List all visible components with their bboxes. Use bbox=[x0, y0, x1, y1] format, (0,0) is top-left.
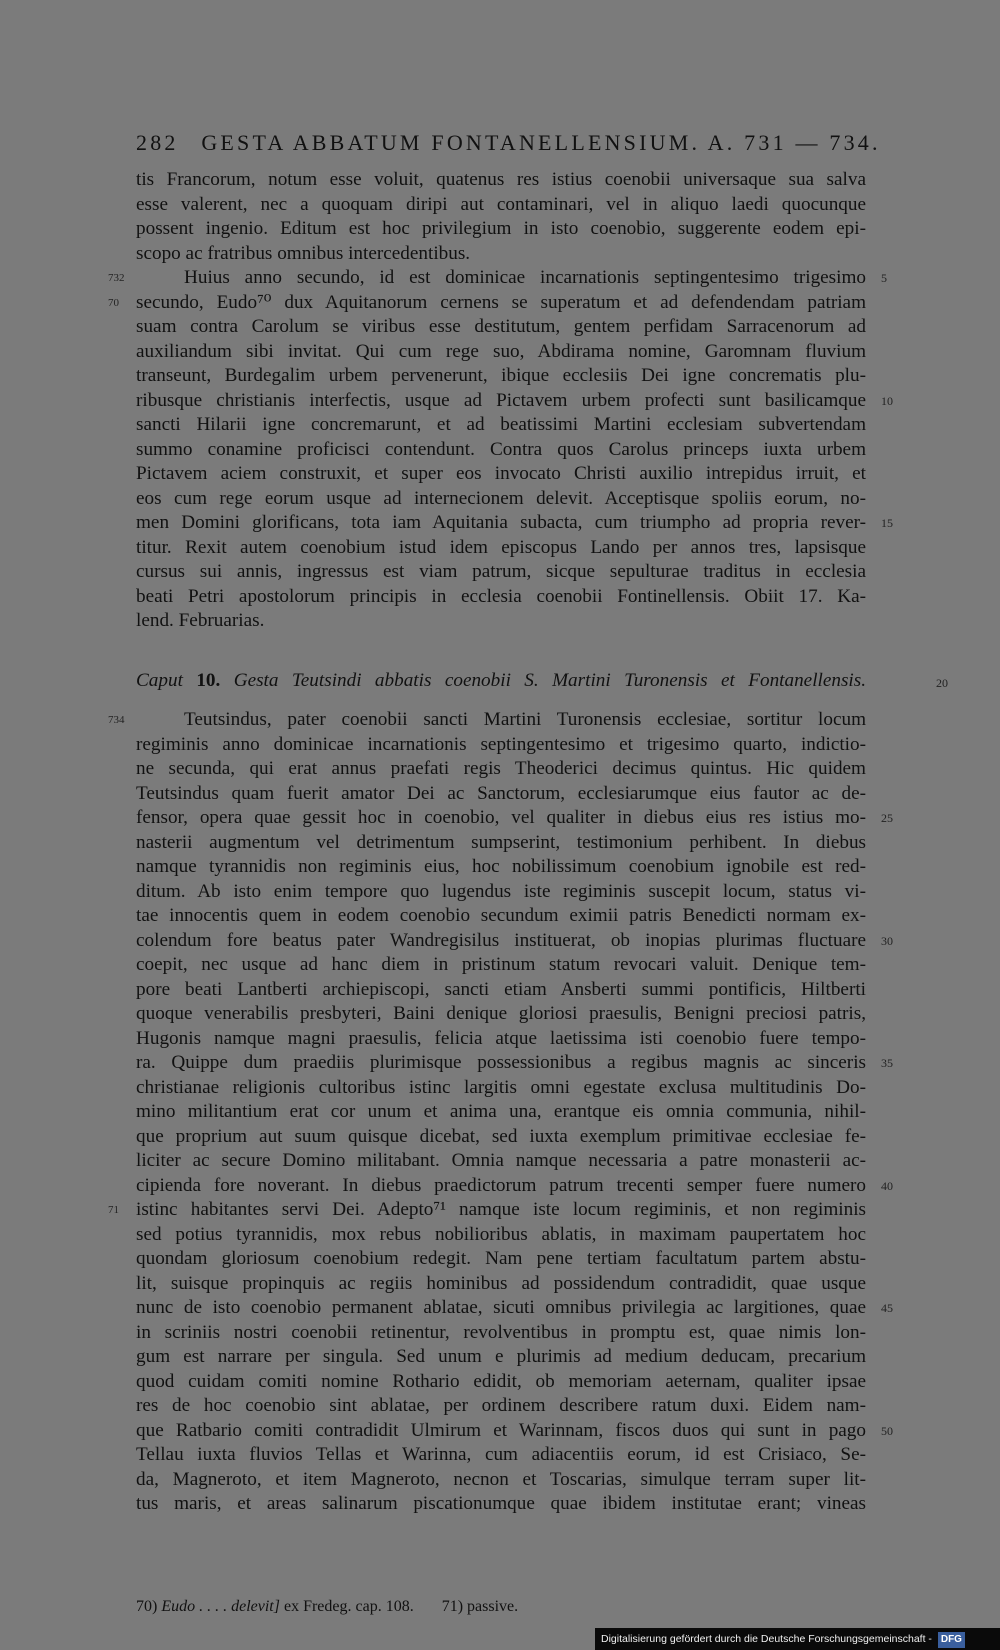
caput-title: Gesta Teutsindi abbatis coenobii S. Martini Turonensis et Fontanellensis. bbox=[233, 670, 867, 691]
margin-note: 71 bbox=[108, 1204, 119, 1216]
caput-number: 10. bbox=[196, 670, 221, 691]
line-text: cipienda fore noverant. In diebus praedictorum patrum trecenti semper fuere numero bbox=[136, 1174, 866, 1196]
line-text: quoque venerabilis presbyteri, Baini denique gloriosi praesulis, Benigni preciosi patris, bbox=[136, 1003, 866, 1024]
line-text: sancti Hilarii igne concremarunt, et ad beatissimi Martini ecclesiam subvertendam bbox=[136, 414, 866, 435]
text-line bbox=[136, 1174, 893, 1199]
line-text: auxiliandum sibi invitat. Qui cum rege suo, Abdirama nomine, Garomnam fluvium bbox=[136, 340, 866, 362]
text-line bbox=[136, 1443, 866, 1468]
chapter-heading bbox=[136, 670, 948, 692]
text-line bbox=[136, 1002, 866, 1027]
text-line bbox=[136, 1321, 866, 1346]
text-line bbox=[136, 1051, 893, 1076]
margin-note: 732 bbox=[108, 272, 125, 284]
running-title: GESTA ABBATUM FONTANELLENSIUM. A. 731 — 734. bbox=[201, 130, 881, 155]
line-text: tae innocentis quem in eodem coenobio secundum eximii patris Benedicti normam ex- bbox=[136, 905, 866, 926]
text-line bbox=[136, 340, 866, 365]
line-text: ribusque christianis interfectis, usque ad Pictavem urbem profecti sunt basilicamque bbox=[136, 389, 866, 411]
text-line bbox=[136, 413, 866, 438]
text-line bbox=[136, 315, 866, 340]
line-text: possent ingenio. Editum est hoc privilegium in isto coenobio, suggerente eodem epi- bbox=[136, 218, 866, 239]
line-text: que proprium aut suum quisque dicebat, sed iuxta exemplum primitivae ecclesiae fe- bbox=[136, 1125, 866, 1147]
line-text: nasterii augmentum vel detrimentum sumpserint, testimonium perhibent. In diebus bbox=[136, 831, 866, 853]
text-line bbox=[108, 291, 866, 316]
dfg-banner bbox=[595, 1628, 1000, 1650]
text-line bbox=[136, 438, 866, 463]
line-text: tis Francorum, notum esse voluit, quatenus res istius coenobii universaque sua salva bbox=[136, 169, 866, 190]
footnote-70-ref: Eudo . . . . delevit] bbox=[161, 1598, 280, 1615]
text-line bbox=[136, 978, 866, 1003]
text-line bbox=[136, 609, 866, 634]
line-text: quod cuidam comiti nomine Rothario edidit, ob memoriam aeternam, qualiter ipsae bbox=[136, 1370, 866, 1392]
line-text: istinc habitantes servi Dei. Adepto⁷¹ namque iste locum regiminis, et non regiminis bbox=[136, 1199, 866, 1220]
line-text: suam contra Carolum se viribus esse destitutum, gentem perfidam Sarracenorum ad bbox=[136, 316, 866, 337]
margin-note: 70 bbox=[108, 296, 119, 309]
line-text: ne secunda, qui erat annus praefati regis Theoderici decimus quintus. Hic quidem bbox=[136, 758, 866, 779]
text-line bbox=[136, 1027, 866, 1052]
line-text: lit, suisque propinquis ac regiis hominibus ad possidendum contradidit, quae usque bbox=[136, 1272, 866, 1294]
text-line bbox=[136, 1492, 866, 1517]
text-line bbox=[136, 1468, 866, 1493]
text-line bbox=[136, 733, 866, 758]
margin-note: 734 bbox=[108, 714, 125, 726]
text-line bbox=[136, 1370, 866, 1395]
text-line bbox=[136, 217, 866, 242]
footnote-71-label: 71) bbox=[441, 1598, 464, 1615]
text-line bbox=[136, 1345, 866, 1370]
text-line bbox=[136, 1076, 866, 1101]
text-line bbox=[136, 364, 866, 389]
text-line bbox=[136, 1247, 866, 1272]
text-line bbox=[136, 536, 866, 561]
line-text: esse valerent, nec a quoquam diripi aut contaminari, vel in aliquo laedi quocunque bbox=[136, 193, 866, 215]
text-line bbox=[136, 242, 866, 267]
line-text: titur. Rexit autem coenobium istud idem episcopus Lando per annos tres, lapsisque bbox=[136, 536, 866, 558]
line-text: secundo, Eudo⁷⁰ dux Aquitanorum cernens se superatum et ad defendendam patriam bbox=[136, 291, 866, 313]
line-number: 10 bbox=[881, 393, 893, 408]
line-text: christianae religionis cultoribus istinc largitis omni egestate exclusa multitudinis Do- bbox=[136, 1076, 866, 1098]
line-number: 25 bbox=[881, 811, 893, 825]
text-line bbox=[136, 560, 866, 585]
line-text: ditum. Ab isto enim tempore quo lugendus iste regiminis suscepit locum, status vi- bbox=[136, 880, 866, 902]
line-text: ra. Quippe dum praediis plurimisque possessionibus a regibus magnis ac sinceris bbox=[136, 1052, 866, 1073]
line-text: transeunt, Burdegalim urbem pervenerunt, ibique ecclesiis Dei igne concrematis plu- bbox=[136, 365, 866, 386]
line-text: tus maris, et areas salinarum piscationumque quae ibidem institutae erant; vineas bbox=[136, 1493, 866, 1514]
text-line bbox=[136, 1149, 866, 1174]
footnote-71-text: passive. bbox=[467, 1598, 519, 1615]
text-line bbox=[136, 806, 893, 831]
text-line bbox=[108, 266, 887, 291]
text-line bbox=[136, 855, 866, 880]
text-line bbox=[136, 462, 866, 487]
line-text: da, Magneroto, et item Magneroto, necnon et Toscarias, simulque terram super lit- bbox=[136, 1468, 866, 1490]
line-number: 30 bbox=[881, 933, 893, 948]
line-text: nunc de isto coenobio permanent ablatae, sicuti omnibus privilegia ac largitiones, quae bbox=[136, 1297, 866, 1318]
text-line bbox=[136, 1272, 866, 1297]
page-number: 282 bbox=[136, 130, 179, 155]
line-text: Huius anno secundo, id est dominicae incarnationis septingentesimo trigesimo bbox=[184, 267, 866, 288]
text-line bbox=[136, 1100, 866, 1125]
line-number: 45 bbox=[881, 1301, 893, 1315]
text-line bbox=[136, 929, 893, 954]
line-text: Tellau iuxta fluvios Tellas et Warinna, cum adiacentiis eorum, id est Crisiaco, Se- bbox=[136, 1444, 866, 1465]
text-line bbox=[136, 831, 866, 856]
line-number: 40 bbox=[881, 1178, 893, 1193]
text-line bbox=[136, 904, 866, 929]
line-text: Hugonis namque magni praesulis, felicia atque laetissima isti coenobio fuere tempo- bbox=[136, 1027, 866, 1049]
text-line bbox=[108, 708, 866, 733]
line-text: in scriniis nostri coenobii retinentur, revolventibus in promptu est, quae nimis lon- bbox=[136, 1321, 866, 1343]
line-text: Pictavem aciem construxit, et super eos invocato Christi auxilio intrepidus irruit, et bbox=[136, 463, 866, 484]
line-number: 20 bbox=[936, 676, 948, 690]
text-block-1 bbox=[108, 168, 893, 634]
text-line bbox=[136, 1296, 893, 1321]
line-number: 5 bbox=[881, 271, 887, 285]
text-line bbox=[136, 1419, 893, 1444]
line-text: namque tyrannidis non regiminis eius, hoc nobilissimum coenobium ignobile est red- bbox=[136, 856, 866, 877]
line-text: coepit, nec usque ad hanc diem in pristinum statum revocari valuit. Denique tem- bbox=[136, 954, 866, 975]
line-text: liciter ac secure Domino militabant. Omnia namque necessaria a patre monasterii ac- bbox=[136, 1150, 866, 1171]
text-line bbox=[136, 1125, 866, 1150]
dfg-logo: DFG bbox=[938, 1632, 965, 1648]
line-text: lend. Februarias. bbox=[136, 610, 265, 631]
line-text: scopo ac fratribus omnibus intercedentibus. bbox=[136, 242, 471, 264]
text-line bbox=[136, 389, 893, 414]
line-number: 50 bbox=[881, 1423, 893, 1438]
line-number: 35 bbox=[881, 1056, 893, 1070]
text-line bbox=[136, 511, 893, 536]
text-line bbox=[136, 1394, 866, 1419]
footnote-70-text: ex Fredeg. cap. 108. bbox=[283, 1598, 414, 1615]
line-text: que Ratbario comiti contradidit Ulmirum et Warinnam, fiscos duos qui sunt in pago bbox=[136, 1419, 866, 1441]
text-block-2 bbox=[108, 708, 893, 1517]
footnotes bbox=[136, 1598, 518, 1616]
text-line bbox=[136, 168, 866, 193]
line-text: regiminis anno dominicae incarnationis septingentesimo et trigesimo quarto, indictio- bbox=[136, 733, 866, 755]
line-text: quondam gloriosum coenobium redegit. Nam pene tertiam facultatum partem abstu- bbox=[136, 1248, 866, 1269]
line-text: eos cum rege eorum usque ad internecionem delevit. Acceptisque spoliis eorum, no- bbox=[136, 487, 866, 509]
caput-label: Caput bbox=[136, 670, 183, 691]
line-text: colendum fore beatus pater Wandregisilus instituerat, ob inopias plurimas fluctuare bbox=[136, 929, 866, 951]
line-text: summo conamine proficisci contendunt. Contra quos Carolus princeps iuxta urbem bbox=[136, 438, 866, 460]
line-text: fensor, opera quae gessit hoc in coenobio, vel qualiter in diebus eius res istius mo- bbox=[136, 807, 866, 828]
footnote-70-label: 70) bbox=[136, 1598, 158, 1615]
line-text: beati Petri apostolorum principis in ecclesia coenobii Fontinellensis. Obiit 17. Ka- bbox=[136, 585, 866, 607]
text-line bbox=[136, 953, 866, 978]
text-line bbox=[136, 487, 866, 512]
line-text: cursus sui annis, ingressus est viam patrum, sicque sepulturae traditus in ecclesia bbox=[136, 561, 866, 582]
text-line bbox=[108, 1198, 866, 1223]
line-number: 15 bbox=[881, 516, 893, 530]
line-text: men Domini glorificans, tota iam Aquitania subacta, cum triumpho ad propria rever- bbox=[136, 512, 866, 533]
line-text: Teutsindus, pater coenobii sancti Martini Turonensis ecclesiae, sortitur locum bbox=[184, 709, 866, 730]
line-text: res de hoc coenobio sint ablatae, per ordinem describere ratum duxi. Eidem nam- bbox=[136, 1395, 866, 1416]
line-text: Teutsindus quam fuerit amator Dei ac Sanctorum, ecclesiarumque eius fautor ac de- bbox=[136, 782, 866, 804]
text-line bbox=[136, 193, 866, 218]
line-text: pore beati Lantberti archiepiscopi, sancti etiam Ansberti summi pontificis, Hiltberti bbox=[136, 978, 866, 1000]
line-text: sed potius tyrannidis, mox rebus nobilioribus ablatis, in maximam paupertatem hoc bbox=[136, 1223, 866, 1245]
text-line bbox=[136, 585, 866, 610]
line-text: mino militantium erat cor unum et anima una, erantque eis omnia communia, nihil- bbox=[136, 1101, 866, 1122]
text-line bbox=[136, 880, 866, 905]
text-line bbox=[136, 757, 866, 782]
banner-text: Digitalisierung gefördert durch die Deutsche Forschungsgemeinschaft - bbox=[601, 1633, 932, 1645]
line-text: gum est narrare per singula. Sed unum e plurimis ad medium deducam, precarium bbox=[136, 1346, 866, 1367]
running-header bbox=[136, 130, 881, 156]
text-line bbox=[136, 1223, 866, 1248]
text-line bbox=[136, 782, 866, 807]
